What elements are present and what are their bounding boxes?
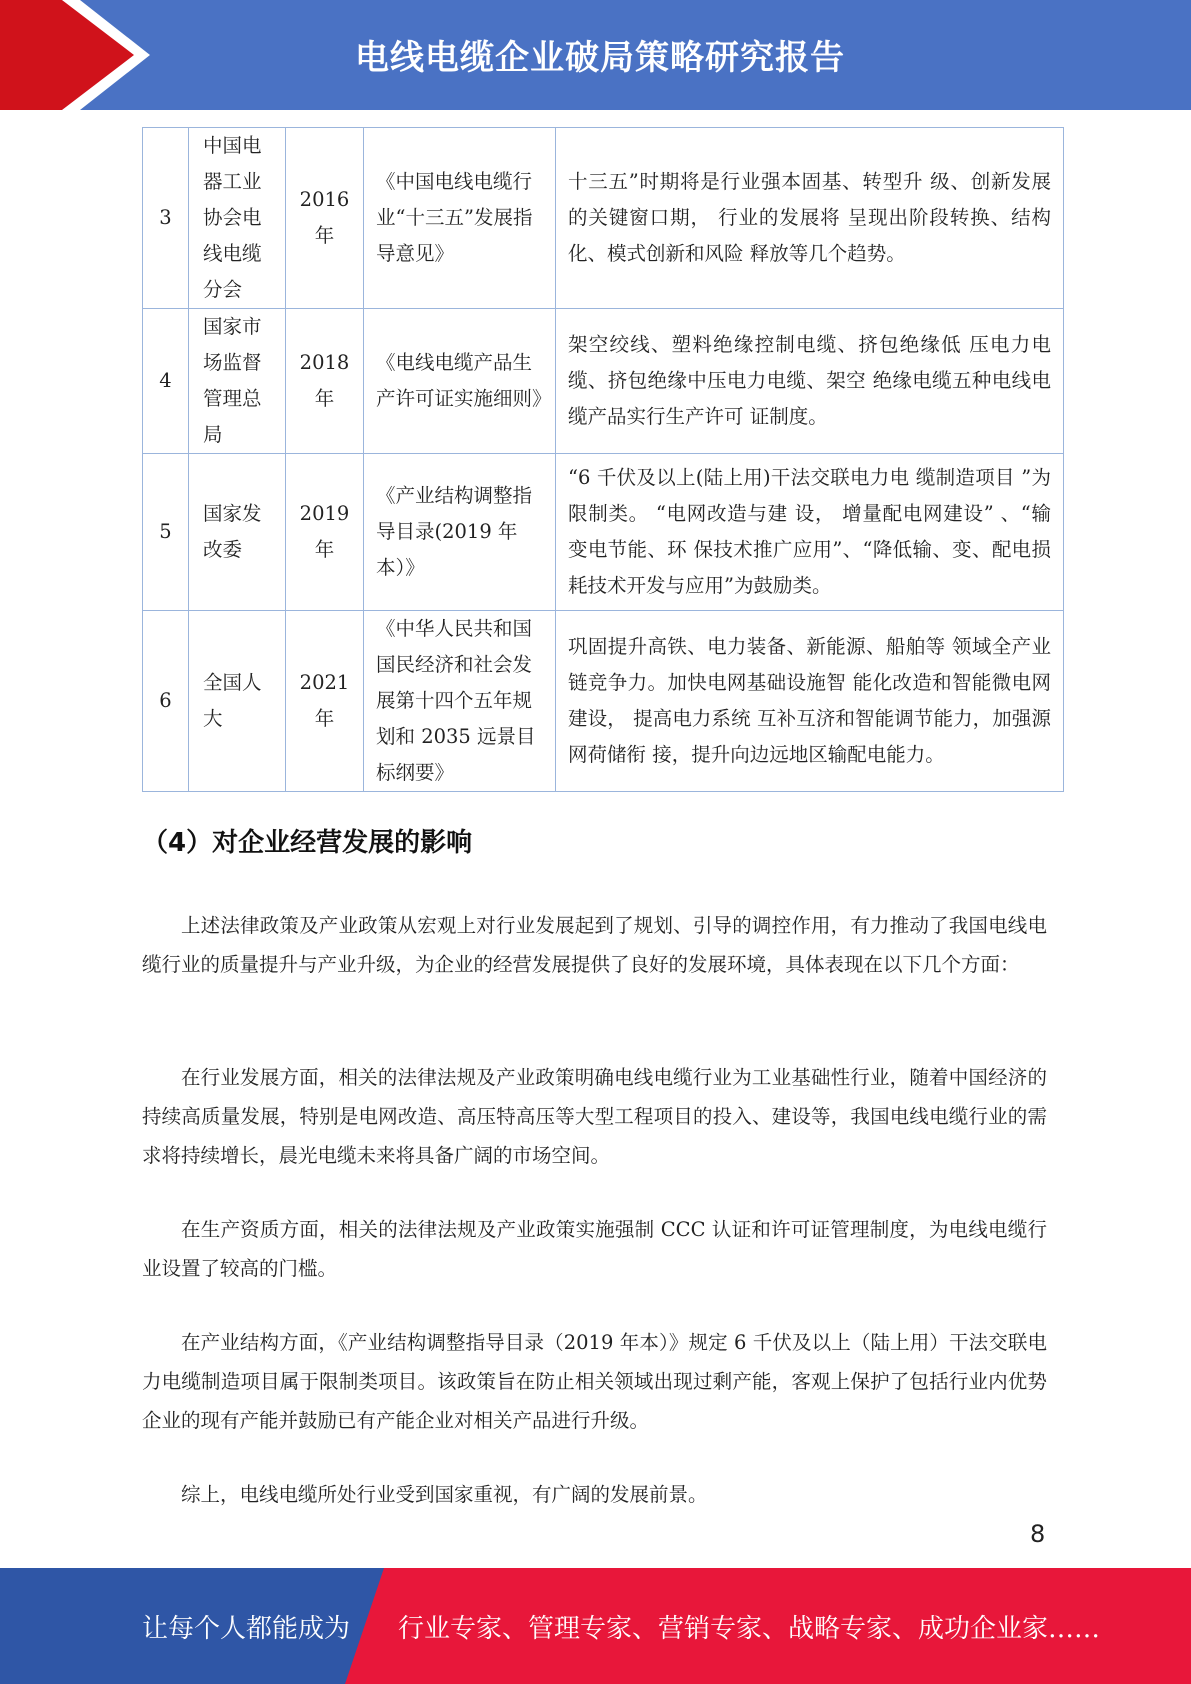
policy-content: “6 千伏及以上(陆上用)干法交联电力电 缆制造项目 ”为限制类。 “电网改造与建 设， 增量配电网建设” 、“输变电节能、环 保技术推广应用”、“降低输、变、配电损 耗技术开发与应用”为鼓励类。 bbox=[556, 454, 1064, 611]
policy-document: 《电线电缆产品生产许可证实施细则》 bbox=[364, 309, 556, 454]
page-footer bbox=[0, 1568, 1191, 1684]
policy-content: 架空绞线、塑料绝缘控制电缆、挤包绝缘低 压电力电缆、挤包绝缘中压电力电缆、架空 绝缘电缆五种电线电缆产品实行生产许可 证制度。 bbox=[556, 309, 1064, 454]
report-title: 电线电缆企业破局策略研究报告 bbox=[355, 37, 845, 78]
table-row bbox=[143, 309, 1064, 454]
policy-content: 十三五”时期将是行业强本固基、转型升 级、创新发展的关键窗口期， 行业的发展将 呈现出阶段转换、结构化、模式创新和风险 释放等几个趋势。 bbox=[556, 128, 1064, 309]
issuing-org: 国家发改委 bbox=[189, 454, 286, 611]
row-number: 3 bbox=[143, 128, 189, 309]
table-row bbox=[143, 611, 1064, 792]
paragraph-qualification: 在生产资质方面，相关的法律法规及产业政策实施强制 CCC 认证和许可证管理制度，为电线电缆行业设置了较高的门槛。 bbox=[142, 1218, 1047, 1280]
row-number: 6 bbox=[143, 611, 189, 792]
issue-year: 2019年 bbox=[286, 454, 364, 611]
paragraph-intro: 上述法律政策及产业政策从宏观上对行业发展起到了规划、引导的调控作用，有力推动了我国电线电缆行业的质量提升与产业升级，为企业的经营发展提供了良好的发展环境，具体表现在以下几个方面： bbox=[142, 914, 1047, 976]
page-number: 8 bbox=[1030, 1520, 1046, 1548]
issue-year: 2021年 bbox=[286, 611, 364, 792]
footer-slogan-left: 让每个人都能成为 bbox=[142, 1613, 351, 1644]
paragraph-conclusion: 综上，电线电缆所处行业受到国家重视，有广阔的发展前景。 bbox=[181, 1483, 708, 1506]
row-number: 4 bbox=[143, 309, 189, 454]
policy-document: 《中华人民共和国国民经济和社会发展第十四个五年规划和 2035 远景目标纲要》 bbox=[364, 611, 556, 792]
issuing-org: 中国电器工业协会电线电缆分会 bbox=[189, 128, 286, 309]
table-row bbox=[143, 454, 1064, 611]
policy-content: 巩固提升高铁、电力装备、新能源、船舶等 领域全产业链竞争力。加快电网基础设施智 能化改造和智能微电网建设， 提高电力系统 互补互济和智能调节能力，加强源网荷储衔 接，提升向边远地区输配电能力。 bbox=[556, 611, 1064, 792]
page-header bbox=[0, 0, 1191, 110]
issue-year: 2016年 bbox=[286, 128, 364, 309]
policy-document: 《产业结构调整指导目录(2019 年本）》 bbox=[364, 454, 556, 611]
issuing-org: 全国人大 bbox=[189, 611, 286, 792]
paragraph-industry-development: 在行业发展方面，相关的法律法规及产业政策明确电线电缆行业为工业基础性行业，随着中国经济的持续高质量发展，特别是电网改造、高压特高压等大型工程项目的投入、建设等，我国电线电缆行业的需求将持续增长，晨光电缆未来将具备广阔的市场空间。 bbox=[142, 1066, 1047, 1167]
paragraph-industry-structure: 在产业结构方面，《产业结构调整指导目录（2019 年本）》规定 6 千伏及以上（陆上用）干法交联电力电缆制造项目属于限制类项目。该政策旨在防止相关领域出现过剩产能，客观上保护了包括行业内优势企业的现有产能并鼓励已有产能企业对相关产品进行升级。 bbox=[142, 1331, 1047, 1432]
policy-table bbox=[142, 127, 1064, 792]
section-heading: （4）对企业经营发展的影响 bbox=[142, 828, 473, 858]
row-number: 5 bbox=[143, 454, 189, 611]
table-row bbox=[143, 128, 1064, 309]
issue-year: 2018年 bbox=[286, 309, 364, 454]
issuing-org: 国家市场监督管理总局 bbox=[189, 309, 286, 454]
policy-document: 《中国电线电缆行业“十三五”发展指导意见》 bbox=[364, 128, 556, 309]
footer-slogan-right: 行业专家、管理专家、营销专家、战略专家、成功企业家…… bbox=[398, 1613, 1101, 1644]
